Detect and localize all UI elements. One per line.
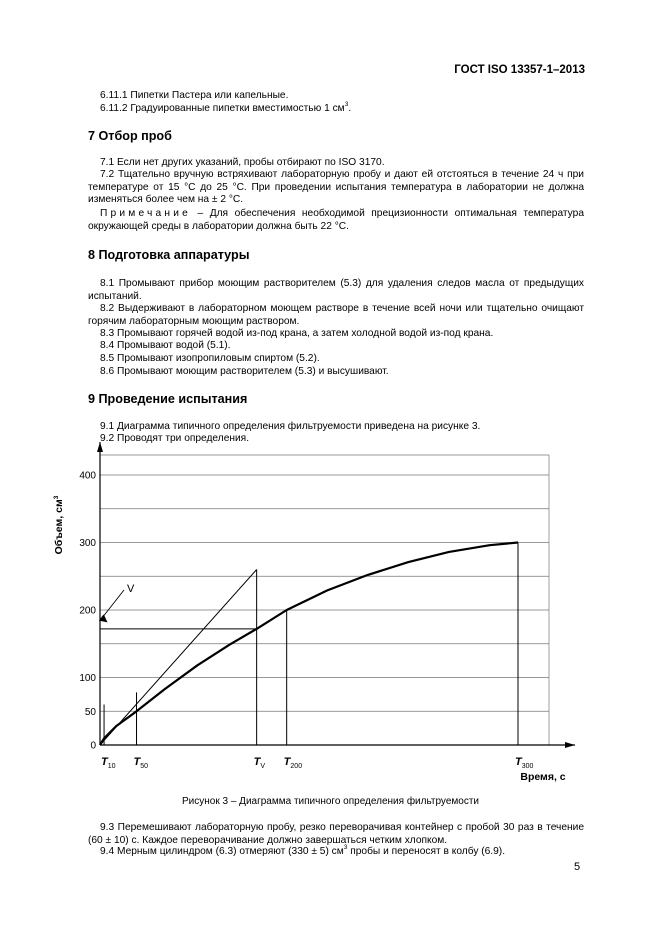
y-tick-label: 50 (84, 706, 96, 718)
x-axis-label: Время, с (520, 771, 566, 783)
x-marker-label-T10: $T_{10}$ (101, 756, 116, 770)
para-9-3: 9.3 Перемешивают лабораторную пробу, резко переворачивая контейнер с пробой 30 раз в течение (60 ± 10) с. Каждое переворачивание должно завершаться четким хлопком. (88, 822, 584, 846)
page-number: 5 (574, 861, 581, 873)
tangent-line (100, 570, 257, 746)
para-9-1: 9.1 Диаграмма типичного определения фильтруемости приведена на рисунке 3. (100, 421, 481, 432)
para-8-6: 8.6 Промывают моющим растворителем (5.3) и высушивают. (100, 366, 389, 377)
chart-grid (100, 455, 549, 745)
chart-axes (97, 442, 575, 748)
y-tick-label: 300 (79, 538, 96, 549)
para-7-1: 7.1 Если нет других указаний, пробы отбирают по ISO 3170. (100, 157, 385, 168)
para-8-1: 8.1 Промывают прибор моющим растворителем (5.3) для удаления следов масла от предыдущих испытаний. (88, 278, 584, 302)
filterability-chart (0, 440, 661, 790)
v-point-label: V (127, 583, 135, 595)
para-7-2: 7.2 Тщательно вручную встряхивают лабораторную пробу и дают ей отстояться в течение 24 ч при температуре от 15 °С до 25 °С. При проведении испытания температура в лаборатории не должна изменяться более чем на ± 2 °С. (88, 169, 584, 206)
document-id: ГОСТ ISO 13357-1–2013 (454, 64, 585, 76)
y-axis-label: Объем, $см^3$ (53, 495, 65, 555)
x-marker-label-T200: $T_{200}$ (283, 756, 303, 770)
chart-tick-labels (79, 471, 96, 752)
x-marker-label-T300: $T_{300}$ (515, 756, 534, 770)
para-8-3: 8.3 Промывают горячей водой из-под крана, а затем холодной водой из-под крана. (100, 328, 494, 339)
note-7: Примечание – Для обеспечения необходимой прецизионности оптимальная температура окружающей среды в лаборатории должна быть 22 °С. (88, 208, 584, 232)
heading-section-9: 9 Проведение испытания (88, 392, 248, 406)
para-9-4: 9.4 Мерным цилиндром (6.3) отмеряют (330 ± 5) $см^3$ пробы и переносят в колбу (6.9). (100, 844, 506, 857)
para-9-2: 9.2 Проводят три определения. (100, 433, 250, 444)
y-axis-arrow (97, 442, 103, 452)
x-marker-label-T50: $T_{50}$ (133, 756, 149, 770)
y-tick-label: 0 (90, 740, 96, 752)
y-tick-label: 100 (79, 673, 96, 684)
para-8-5: 8.5 Промывают изопропиловым спиртом (5.2). (100, 353, 320, 364)
chart-x-markers (101, 756, 533, 770)
v-pointer-arrow (102, 590, 124, 618)
para-8-2: 8.2 Выдерживают в лабораторном моющем растворе в течение всей ночи или тщательно очищают горячим лабораторным моющим раствором. (88, 303, 584, 327)
para-6-11-1: 6.11.1 Пипетки Пастера или капельные. (100, 90, 289, 101)
x-axis-arrow (565, 742, 575, 748)
heading-section-7: 7 Отбор проб (88, 129, 172, 143)
x-marker-label-TV: $T_V$ (253, 756, 266, 770)
y-tick-label: 400 (79, 470, 96, 482)
para-6-11-2: 6.11.2 Градуированные пипетки вместимостью 1 $см^3$. (100, 101, 352, 114)
para-8-4: 8.4 Промывают водой (5.1). (100, 340, 231, 351)
heading-section-8: 8 Подготовка аппаратуры (88, 248, 250, 262)
figure-caption: Рисунок 3 – Диаграмма типичного определения фильтруемости (182, 796, 479, 807)
y-tick-label: 200 (79, 605, 96, 617)
